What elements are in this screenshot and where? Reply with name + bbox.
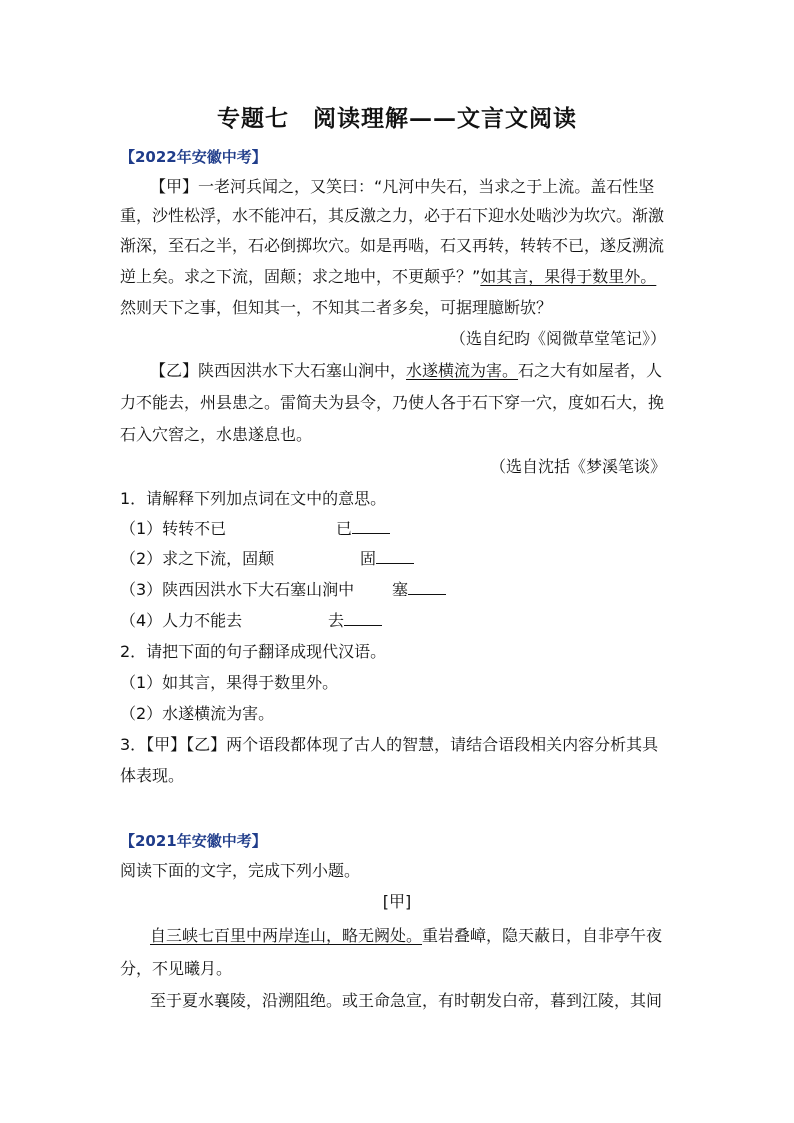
yi-line-2: 力不能去，州县患之。雷简夫为县令，乃使人各于石下穿一穴，度如石大，挽 bbox=[120, 393, 665, 412]
question-3-line-2: 体表现。 bbox=[120, 766, 185, 785]
answer-blank[interactable] bbox=[408, 580, 446, 595]
jia-line-4-text: 逆上矣。求之下流，固颠；求之地中，不更颠乎？” bbox=[120, 267, 481, 286]
answer-blank[interactable] bbox=[344, 611, 382, 626]
q1-item-2-word: 固 bbox=[360, 549, 377, 568]
jia-line-4 bbox=[120, 266, 656, 288]
section-tag-2022: 【2022年安徽中考】 bbox=[120, 148, 267, 166]
jia-line-5: 然则天下之事，但知其一，不知其二者多矣，可据理臆断欤？ bbox=[120, 298, 553, 317]
q1-item-2-answer bbox=[360, 548, 414, 570]
q1-item-3-label: （3）陕西因洪水下大石塞山涧中 bbox=[120, 580, 355, 599]
question-3-line-1: 3．【甲】【乙】两个语段都体现了古人的智慧，请结合语段相关内容分析其具 bbox=[120, 735, 659, 754]
q1-item-3-word: 塞 bbox=[392, 580, 409, 599]
yi-line-1-rest: 石之大有如屋者，人 bbox=[518, 361, 663, 380]
section-tag-2021: 【2021年安徽中考】 bbox=[120, 832, 267, 850]
sec2-p1-line-1-rest: 重岩叠嶂，隐天蔽日，自非亭午夜 bbox=[422, 926, 663, 945]
answer-blank[interactable] bbox=[352, 519, 390, 534]
yi-line-3: 石入穴窖之，水患遂息也。 bbox=[120, 425, 313, 444]
q1-item-1-word: 已 bbox=[336, 519, 353, 538]
underlined-sentence-yi: 水遂横流为害。 bbox=[406, 361, 519, 380]
q2-item-2: （2）水遂横流为害。 bbox=[120, 704, 275, 723]
q1-item-4-word: 去 bbox=[328, 611, 345, 630]
underlined-sentence-jia: 如其言，果得于数里外。 bbox=[480, 267, 657, 286]
sec2-p1-line-2: 分，不见曦月。 bbox=[120, 959, 233, 978]
page-title: 专题七 阅读理解——文言文阅读 bbox=[217, 105, 577, 132]
jia-line-2: 重，沙性松浮，水不能冲石，其反激之力，必于石下迎水处啮沙为坎穴。渐激 bbox=[120, 206, 665, 225]
yi-source: （选自沈括《梦溪笔谈》 bbox=[489, 457, 666, 476]
jia-source: （选自纪昀《阅微草堂笔记》） bbox=[449, 329, 666, 348]
yi-line-1 bbox=[150, 360, 662, 382]
sec2-p2-line-1: 至于夏水襄陵，沿溯阻绝。或王命急宣，有时朝发白帝，暮到江陵，其间 bbox=[150, 991, 663, 1010]
jia-line-3: 渐深，至石之半，石必倒掷坎穴。如是再啮，石又再转，转转不已，遂反溯流 bbox=[120, 236, 665, 255]
q1-item-1-answer bbox=[336, 518, 390, 540]
q2-item-1: （1）如其言，果得于数里外。 bbox=[120, 673, 339, 692]
q1-item-2-label: （2）求之下流，固颠 bbox=[120, 549, 275, 568]
underlined-sentence-sanxia: 自三峡七百里中两岸连山，略无阙处。 bbox=[150, 926, 423, 945]
question-1-stem: 1．请解释下列加点词在文中的意思。 bbox=[120, 489, 387, 508]
q1-item-4-answer bbox=[328, 610, 382, 632]
sec2-intro: 阅读下面的文字，完成下列小题。 bbox=[120, 861, 361, 880]
jia-label: [甲] bbox=[382, 892, 412, 911]
jia-line-1: 【甲】一老河兵闻之，又笑曰：“凡河中失石，当求之于上流。盖石性坚 bbox=[150, 177, 655, 196]
sec2-p1-line-1 bbox=[150, 925, 662, 947]
answer-blank[interactable] bbox=[376, 549, 414, 564]
q1-item-3-answer bbox=[392, 579, 446, 601]
q1-item-4-label: （4）人力不能去 bbox=[120, 611, 243, 630]
question-2-stem: 2．请把下面的句子翻译成现代汉语。 bbox=[120, 642, 387, 661]
q1-item-1-label: （1）转转不已 bbox=[120, 519, 227, 538]
yi-line-1-text: 【乙】陕西因洪水下大石塞山涧中， bbox=[150, 361, 407, 380]
